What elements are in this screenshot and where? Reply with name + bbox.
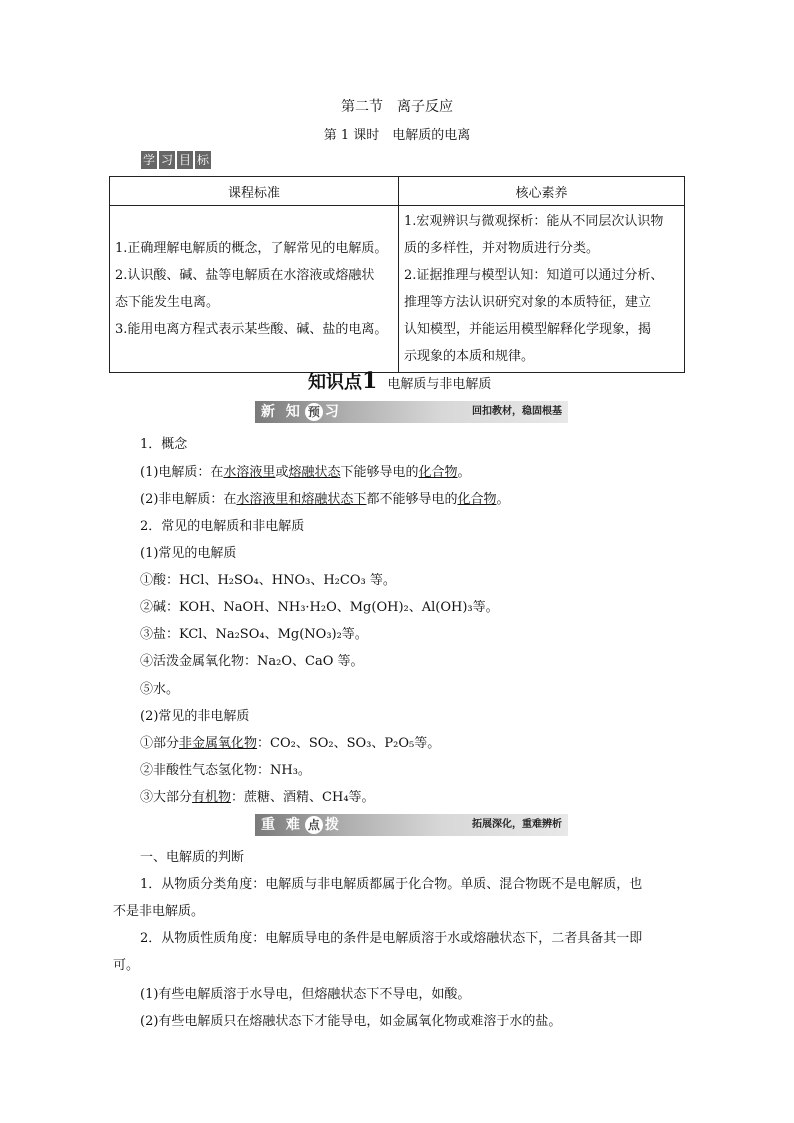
objectives-table: [109, 176, 685, 373]
nonelectrolyte-hydrides: ②非酸性气态氢化物：NH₃。: [140, 763, 311, 778]
banner-subtitle: 拓展深化，重难辨析: [472, 819, 562, 830]
banner-label: 重 难: [261, 817, 303, 833]
learning-objectives-badge: [141, 151, 211, 169]
water-line: ⑤水。: [140, 682, 180, 697]
lesson-title: 第 1 课时 电解质的电离: [323, 128, 471, 143]
underlined-text: 水溶液里: [223, 465, 276, 480]
underlined-text: 非金属氧化物: [179, 736, 258, 751]
paragraph-line: 1．从物质分类角度：电解质与非电解质都属于化合物。单质、混合物既不是电解质，也: [140, 877, 643, 892]
common-nonelectrolytes-heading: (2)常见的非电解质: [140, 709, 250, 724]
banner-subtitle: 回扣教材，稳固根基: [472, 406, 562, 417]
standards-cell: [110, 206, 399, 373]
preview-banner: [255, 401, 568, 423]
concept-title: 1．概念: [140, 437, 188, 452]
underlined-text: 有机物: [192, 790, 232, 805]
text: 下能够导电的: [340, 465, 419, 480]
paragraph-line: 不是非电解质。: [113, 904, 205, 919]
knowledge-point-heading: [308, 368, 491, 394]
definition-nonelectrolyte: [140, 488, 509, 507]
banner-circle: 预: [305, 403, 323, 421]
common-title: 2．常见的电解质和非电解质: [140, 519, 305, 534]
knowledge-point-label: 知识点: [308, 372, 362, 393]
judge-title: 一、电解质的判断: [140, 850, 245, 865]
banner-label-end: 拨: [324, 817, 342, 833]
oxide-line: ④活泼金属氧化物：Na₂O、CaO 等。: [140, 654, 364, 669]
text: ：蔗糖、酒精、CH₄等。: [231, 790, 375, 805]
badge-char: 标: [197, 153, 210, 167]
literacy-cell: [399, 206, 685, 373]
common-electrolytes-heading: (1)常见的电解质: [140, 546, 237, 561]
text: 。: [496, 492, 510, 507]
text: 都不能够导电的: [366, 492, 458, 507]
underlined-text: 化合物: [457, 492, 497, 507]
literacy-line: 认知模型，并能运用模型解释化学现象，揭: [404, 322, 652, 337]
text: ①部分: [140, 736, 180, 751]
paragraph-line: (1)有些电解质溶于水导电，但熔融状态下不导电，如酸。: [140, 987, 471, 1002]
col-header-literacy: 核心素养: [399, 177, 685, 206]
standards-line: 2.认识酸、碱、盐等电解质在水溶液或熔融状: [115, 268, 375, 283]
literacy-line: 推理等方法认识研究对象的本质特征，建立: [404, 295, 652, 310]
acid-line: ①酸：HCl、H₂SO₄、HNO₃、H₂CO₃ 等。: [140, 573, 396, 588]
base-line: ②碱：KOH、NaOH、NH₃·H₂O、Mg(OH)₂、Al(OH)₃等。: [140, 600, 499, 615]
text: ：CO₂、SO₂、SO₃、P₂O₅等。: [257, 736, 441, 751]
badge-char: 学: [143, 153, 156, 167]
banner-circle: 点: [305, 816, 323, 834]
section-title: 第二节 离子反应: [341, 99, 453, 115]
standards-line: 3.能用电离方程式表示某些酸、碱、盐的电离。: [115, 322, 388, 337]
literacy-line: 1.宏观辨识与微观探析：能从不同层次认识物: [404, 214, 664, 229]
badge-char: 目: [179, 153, 192, 167]
definition-electrolyte: [140, 461, 471, 480]
standards-line: 态下能发生电离。: [115, 295, 220, 310]
paragraph-line: 2．从物质性质角度：电解质导电的条件是电解质溶于水或熔融状态下，二者具备其一即: [140, 931, 643, 946]
underlined-text: 化合物: [418, 465, 458, 480]
key-points-banner: [255, 814, 568, 836]
badge-char: 习: [161, 153, 174, 167]
text: (1)电解质：在: [140, 465, 224, 480]
nonelectrolyte-organics: [140, 786, 375, 805]
text: 或: [275, 465, 289, 480]
nonelectrolyte-oxides: [140, 732, 440, 751]
knowledge-point-number: 1: [362, 368, 378, 394]
underlined-text: 水溶液里和熔融状态下: [236, 492, 367, 507]
banner-label: 新 知: [261, 404, 303, 420]
text: ③大部分: [140, 790, 193, 805]
underlined-text: 熔融状态: [288, 465, 341, 480]
paragraph-line: (2)有些电解质只在熔融状态下才能导电，如金属氧化物或难溶于水的盐。: [140, 1014, 562, 1029]
text: 。: [457, 465, 471, 480]
literacy-line: 示现象的本质和规律。: [404, 349, 535, 364]
literacy-line: 质的多样性，并对物质进行分类。: [404, 241, 600, 256]
banner-label-end: 习: [324, 404, 342, 420]
literacy-line: 2.证据推理与模型认知：知道可以通过分析、: [404, 268, 664, 283]
text: (2)非电解质：在: [140, 492, 237, 507]
paragraph-line: 可。: [113, 958, 140, 973]
knowledge-point-title: 电解质与非电解质: [387, 377, 492, 392]
col-header-standards: 课程标准: [110, 177, 399, 206]
standards-line: 1.正确理解电解质的概念，了解常见的电解质。: [115, 241, 388, 256]
salt-line: ③盐：KCl、Na₂SO₄、Mg(NO₃)₂等。: [140, 627, 368, 642]
